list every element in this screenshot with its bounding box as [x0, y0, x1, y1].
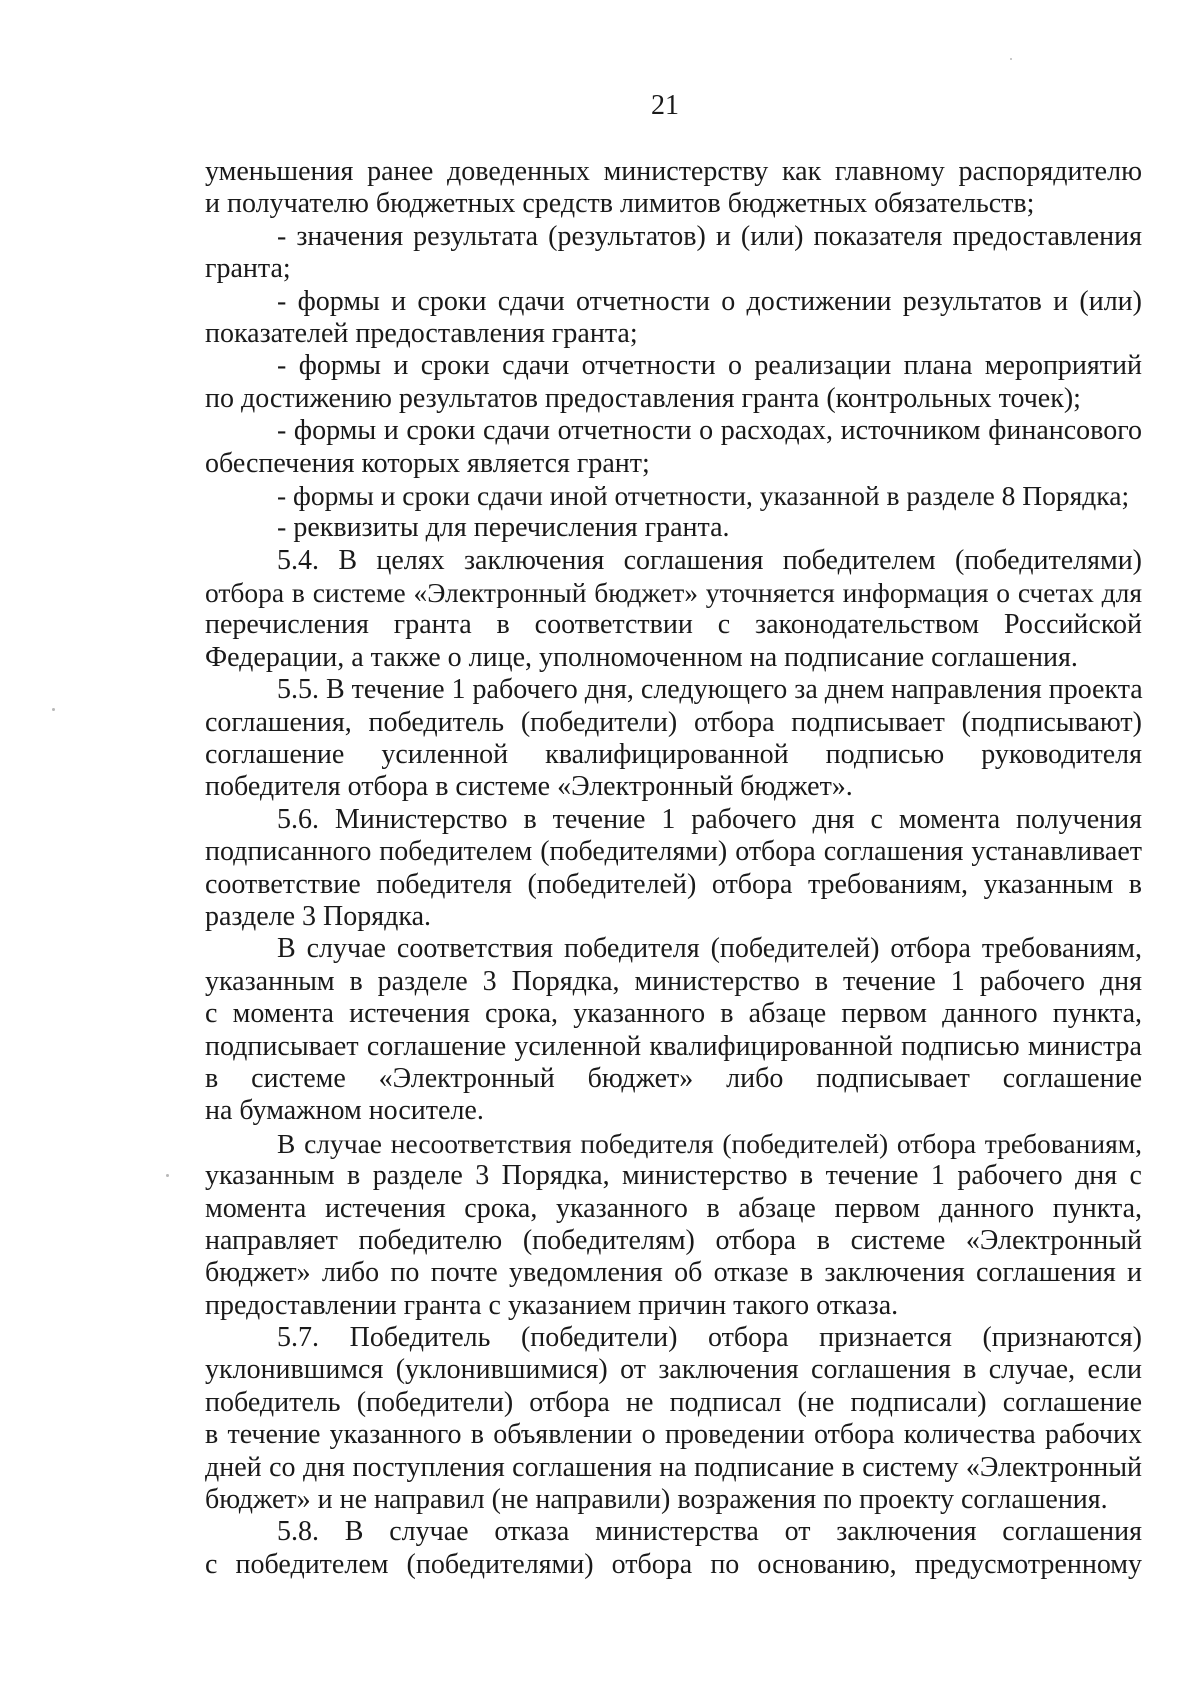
- text-line: указанным в разделе 3 Порядка, министерство в течение 1 рабочего дня с: [205, 1160, 1142, 1192]
- text-line: - формы и сроки сдачи отчетности о достижении результатов и (или): [277, 285, 1142, 317]
- text-line: с победителем (победителями) отбора по основанию, предусмотренному: [205, 1548, 1142, 1580]
- text-line: победитель (победители) отбора не подписал (не подписали) соглашение: [205, 1386, 1142, 1418]
- text-line: бюджет» и не направил (не направили) возражения по проекту соглашения.: [205, 1484, 1108, 1516]
- text-line: 5.4. В целях заключения соглашения победителем (победителями): [277, 544, 1142, 576]
- text-line: указанным в разделе 3 Порядка, министерство в течение 1 рабочего дня: [205, 965, 1142, 997]
- text-line: В случае соответствия победителя (победителей) отбора требованиям,: [277, 933, 1142, 965]
- text-line: уклонившимся (уклонившимися) от заключения соглашения в случае, если: [205, 1354, 1142, 1386]
- text-line: обеспечения которых является грант;: [205, 447, 650, 479]
- text-line: 5.8. В случае отказа министерства от заключения соглашения: [277, 1516, 1142, 1548]
- text-line: В случае несоответствия победителя (победителей) отбора требованиям,: [277, 1127, 1142, 1159]
- scan-artifact-dot: [52, 708, 55, 711]
- scan-artifact-dot: [166, 1174, 169, 1177]
- text-line: Федерации, а также о лице, уполномоченном на подписание соглашения.: [205, 641, 1078, 673]
- text-line: - значения результата (результатов) и (или) показателя предоставления: [277, 220, 1142, 252]
- text-line: 5.6. Министерство в течение 1 рабочего дня с момента получения: [277, 803, 1142, 835]
- text-line: - формы и сроки сдачи иной отчетности, указанной в разделе 8 Порядка;: [277, 479, 1130, 511]
- document-body: [205, 156, 1142, 1581]
- scan-artifact-dot: [1010, 58, 1012, 60]
- text-line: - формы и сроки сдачи отчетности о реализации плана мероприятий: [277, 350, 1142, 382]
- text-line: 5.5. В течение 1 рабочего дня, следующего за днем направления проекта: [277, 674, 1143, 706]
- page-number: 21: [651, 90, 679, 121]
- text-line: уменьшения ранее доведенных министерству как главному распорядителю: [205, 156, 1142, 187]
- text-line: предоставлении гранта с указанием причин такого отказа.: [205, 1289, 899, 1321]
- text-line: направляет победителю (победителям) отбора в системе «Электронный: [205, 1224, 1142, 1256]
- text-line: разделе 3 Порядка.: [205, 900, 432, 932]
- text-line: бюджет» либо по почте уведомления об отказе в заключения соглашения и: [205, 1257, 1142, 1289]
- text-line: - реквизиты для перечисления гранта.: [277, 512, 730, 544]
- text-line: дней со дня поступления соглашения на подписание в систему «Электронный: [205, 1451, 1142, 1483]
- text-line: соответствие победителя (победителей) отбора требованиям, указанным в: [205, 868, 1142, 900]
- text-line: соглашения, победитель (победители) отбора подписывает (подписывают): [205, 706, 1142, 738]
- text-line: 5.7. Победитель (победители) отбора признается (признаются): [277, 1322, 1142, 1354]
- text-line: гранта;: [205, 253, 291, 285]
- text-line: на бумажном носителе.: [205, 1095, 484, 1127]
- text-line: и получателю бюджетных средств лимитов бюджетных обязательств;: [205, 188, 1035, 220]
- text-line: в течение указанного в объявлении о проведении отбора количества рабочих: [205, 1419, 1142, 1451]
- text-line: показателей предоставления гранта;: [205, 317, 638, 349]
- text-line: момента истечения срока, указанного в абзаце первом данного пункта,: [205, 1192, 1142, 1224]
- text-line: соглашение усиленной квалифицированной подписью руководителя: [205, 739, 1142, 771]
- text-line: по достижению результатов предоставления гранта (контрольных точек);: [205, 382, 1081, 414]
- text-line: с момента истечения срока, указанного в абзаце первом данного пункта,: [205, 998, 1142, 1030]
- text-line: победителя отбора в системе «Электронный бюджет».: [205, 771, 853, 803]
- text-line: перечисления гранта в соответствии с законодательством Российской: [205, 609, 1142, 641]
- text-line: подписывает соглашение усиленной квалифицированной подписью министра: [205, 1030, 1142, 1062]
- text-line: в системе «Электронный бюджет» либо подписывает соглашение: [205, 1062, 1142, 1094]
- text-line: - формы и сроки сдачи отчетности о расходах, источником финансового: [277, 415, 1142, 447]
- text-line: отбора в системе «Электронный бюджет» уточняется информация о счетах для: [205, 577, 1142, 609]
- text-line: подписанного победителем (победителями) отбора соглашения устанавливает: [205, 836, 1142, 868]
